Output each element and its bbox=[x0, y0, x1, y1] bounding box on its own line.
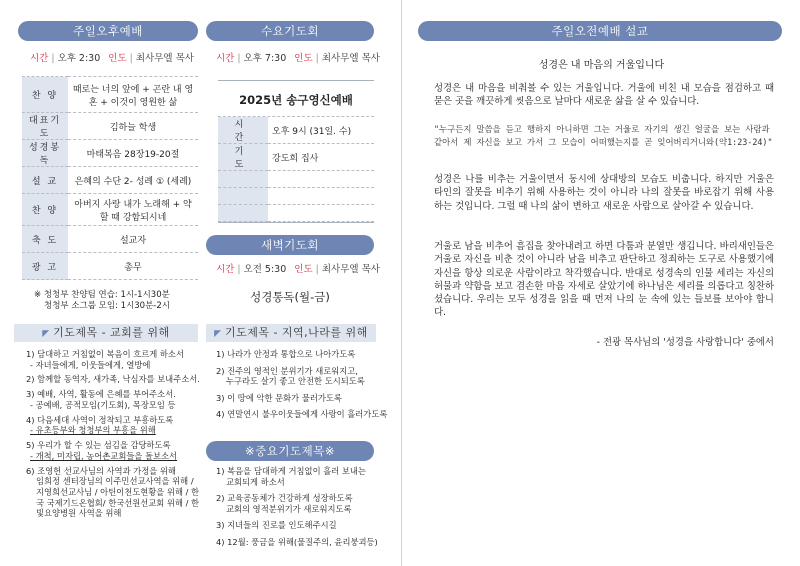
leader-label: 인도 bbox=[108, 53, 127, 64]
dawn-meta: 시간 | 오전 5:30 인도 | 최사무엘 목사 bbox=[216, 264, 380, 275]
item-main: 5) 우리가 할 수 있는 섬김을 감당하도록 bbox=[26, 440, 171, 451]
row-label: 찬 양 bbox=[22, 194, 68, 226]
list-item bbox=[26, 415, 202, 436]
prayer-church-header bbox=[14, 324, 198, 342]
sermon-quote: "누구든지 말씀을 듣고 행하지 아니하면 그는 거울로 자기의 생긴 얼굴을 보는 사람과 같아서 제 자신을 보고 가서 그 모습이 어떠했는지를 곧 잊어버리거니와(약1:23-24)" bbox=[434, 124, 773, 147]
row-value: 때로는 너의 앞에 + 곤란 내 영혼 + 이것이 영원한 삶 bbox=[68, 77, 198, 113]
time-value: 오후 7:30 bbox=[243, 53, 287, 64]
item-sub: - 개척, 미자립, 농어촌교회들을 돌보소서 bbox=[30, 450, 178, 461]
sunday-pm-header: 주일오후예배 bbox=[18, 21, 198, 41]
order-row bbox=[22, 253, 198, 280]
order-row bbox=[22, 77, 198, 113]
year-end-service-table bbox=[218, 117, 374, 222]
table-row bbox=[218, 117, 374, 144]
year-end-service-title: 2025년 송구영신예배 bbox=[218, 81, 374, 117]
right-page bbox=[401, 0, 800, 566]
list-item bbox=[216, 520, 394, 531]
sermon-title: 성경은 내 마음의 거울입니다 bbox=[538, 60, 665, 71]
important-prayer-list bbox=[216, 466, 394, 552]
row-label: 대표기도 bbox=[22, 113, 68, 140]
item-sub: 교회되게 하소서 bbox=[226, 476, 285, 487]
list-item bbox=[216, 349, 394, 360]
row-value bbox=[268, 171, 374, 188]
item-main: 2) 함께할 동역자, 새가족, 낙심자를 보내주소서. bbox=[26, 374, 200, 385]
time-value: 오후 2:30 bbox=[57, 53, 101, 64]
row-value: 마태복음 28장19-20절 bbox=[68, 140, 198, 167]
prayer-church-title: 기도제목 - 교회를 위해 bbox=[53, 326, 170, 339]
row-value bbox=[268, 205, 374, 222]
row-label: 시 간 bbox=[218, 117, 268, 144]
list-item bbox=[216, 466, 394, 487]
prayer-church-list bbox=[26, 349, 202, 523]
time-value: 오전 5:30 bbox=[243, 264, 287, 275]
sermon-paragraph-1: 성경은 내 마음을 비춰볼 수 있는 거울입니다. 거울에 비친 내 모습을 점검하고 때 묻은 곳을 깨끗하게 씻음으로 날마다 새로운 삶을 살 수 있습니다. bbox=[434, 83, 774, 108]
table-row bbox=[218, 205, 374, 222]
item-main: 3) 이 땅에 악한 문화가 물러가도록 bbox=[216, 392, 342, 403]
order-row bbox=[22, 226, 198, 253]
sunday-pm-meta: 시간 | 오후 2:30 인도 | 최사무엘 목사 bbox=[30, 53, 194, 64]
item-sub: - 유초등부와 청청부의 부흥을 위해 bbox=[30, 425, 156, 436]
wednesday-header: 수요기도회 bbox=[206, 21, 374, 41]
table-row bbox=[218, 171, 374, 188]
item-sub: 교회의 영적분위기가 새로워지도록 bbox=[226, 503, 352, 514]
item-main: 2) 진주의 영적인 분위기가 새로워지고, bbox=[216, 365, 358, 376]
list-item bbox=[26, 389, 202, 410]
item-sub: 임희정 센터장님의 이주민선교사역을 위해 / 지영희선교사님 / 아틴이천도현황을 위해 / 한국 국제기드온협회/ 한국선원선교회 위해 / 한빛요양병원 사역을 위해 bbox=[36, 476, 200, 519]
time-label: 시간 bbox=[30, 53, 49, 64]
item-main: 6) 조영헌 선교사님의 사역과 가정을 위해 bbox=[26, 465, 176, 476]
item-main: 1) 나라가 안정과 통합으로 나아가도록 bbox=[216, 349, 356, 359]
prayer-nation-list bbox=[216, 349, 394, 424]
row-label: 광 고 bbox=[22, 253, 68, 280]
prayer-nation-title: 기도제목 - 지역,나라를 위해 bbox=[224, 326, 368, 339]
row-label: 설 교 bbox=[22, 167, 68, 194]
sermon-paragraph-2: 성경은 나를 비추는 거울이면서 동시에 상대방의 모습도 비춥니다. 하지만 거울은 타인의 잘못을 비추기 위해 사용하는 것이 아니라 나의 잘못을 바로잡기 위해 사용하는 것입니다. 그럴 때 나의 삶이 변하고 새로운 사람으로 살아갈 수 있습니다. bbox=[434, 174, 774, 212]
row-value bbox=[268, 188, 374, 205]
list-item bbox=[216, 493, 394, 514]
row-label bbox=[218, 171, 268, 188]
note-line: ※ 청청부 찬양팀 연습: 1시-1시30분 bbox=[34, 290, 170, 300]
wednesday-meta: 시간 | 오후 7:30 인도 | 최사무엘 목사 bbox=[216, 53, 380, 64]
triangle-icon: ◤ bbox=[214, 329, 225, 339]
item-main: 2) 교육공동체가 건강하게 성장하도록 bbox=[216, 493, 353, 504]
table-row bbox=[218, 144, 374, 171]
triangle-icon: ◤ bbox=[42, 329, 54, 339]
order-row bbox=[22, 194, 198, 226]
row-label: 성경봉독 bbox=[22, 140, 68, 167]
sermon-header: 주일오전예배 설교 bbox=[418, 21, 782, 41]
row-label: 기 도 bbox=[218, 144, 268, 171]
order-row bbox=[22, 140, 198, 167]
time-label: 시간 bbox=[216, 53, 235, 64]
row-value: 강도희 집사 bbox=[268, 144, 374, 171]
sunday-pm-notes bbox=[34, 290, 170, 312]
row-value: 오후 9시 (31일. 수) bbox=[268, 117, 374, 144]
item-main: 3) 지녀들의 진로를 인도해주시길 bbox=[216, 520, 337, 531]
sermon-signature: - 전광 목사님의 '성경을 사랑합니다' 중에서 bbox=[596, 337, 774, 348]
leader-label: 인도 bbox=[294, 53, 313, 64]
dawn-body: 성경통독(월-금) bbox=[250, 290, 330, 304]
item-main: 3) 예배, 사역, 활동에 은혜를 부어주소서. bbox=[26, 389, 176, 400]
list-item bbox=[26, 440, 202, 461]
leader-value: 최사무엘 목사 bbox=[135, 53, 194, 64]
item-sub: - 자녀들에게, 이웃들에게, 열방에 bbox=[30, 359, 151, 370]
note-line: 청청부 소그룹 모임: 1시30분-2시 bbox=[44, 301, 170, 311]
list-item bbox=[216, 537, 394, 548]
row-value: 설교자 bbox=[68, 226, 198, 253]
item-sub: - 공예배, 공적모임(기도회), 목장모임 등 bbox=[30, 399, 176, 410]
list-item bbox=[26, 374, 202, 385]
leader-value: 최사무엘 목사 bbox=[321, 264, 380, 275]
row-label: 축 도 bbox=[22, 226, 68, 253]
list-item bbox=[26, 349, 202, 370]
list-item bbox=[26, 466, 202, 519]
item-main: 1) 복음을 담대하게 거침없이 흘러 보내는 bbox=[216, 466, 366, 476]
row-label bbox=[218, 188, 268, 205]
prayer-nation-header bbox=[206, 324, 376, 342]
row-value: 총무 bbox=[68, 253, 198, 280]
order-row bbox=[22, 113, 198, 140]
item-main: 4) 다음세대 사역이 정착되고 부흥하도록 bbox=[26, 414, 174, 425]
row-label: 찬 양 bbox=[22, 77, 68, 113]
leader-label: 인도 bbox=[294, 264, 313, 275]
item-sub: 누구라도 살기 좋고 안전한 도시되도록 bbox=[226, 376, 365, 387]
item-main: 4) 12월: 풍금을 위해(물질주의, 윤리붕괴등) bbox=[216, 536, 378, 547]
year-end-service-box bbox=[218, 80, 374, 223]
row-value: 은혜의 수단 2- 성례 ① (세례) bbox=[68, 167, 198, 194]
row-label bbox=[218, 205, 268, 222]
list-item bbox=[216, 393, 394, 404]
table-row bbox=[218, 188, 374, 205]
sermon-paragraph-3: 거울로 남을 비추어 흠집을 찾아내려고 하면 다툼과 분열만 생깁니다. 바리새인들은 거울로 자신을 비춘 것이 아니라 남을 비추고 판단하고 정죄하는 도구로 사용했기에 자신을 항상 의로운 사람이라고 착각했습니다. 반대로 성경속의 인물 세리는 자신의 허물과 약함을 보고 겸손한 마음 자세로 살았기에 하나님은 세리를 의롭다고 칭찬하셨습니다. 우리는 모두 성경을 읽을 때 먼저 나의 눈 속에 있는 들보를 보아야 합니다. bbox=[434, 241, 774, 319]
item-main: 1) 담대하고 거침없이 복음이 흐르게 하소서 bbox=[26, 349, 184, 359]
time-label: 시간 bbox=[216, 264, 235, 275]
row-value: 김하늘 학생 bbox=[68, 113, 198, 140]
row-value: 아버지 사랑 내가 노래해 + 약할 때 강함되시네 bbox=[68, 194, 198, 226]
list-item bbox=[216, 409, 394, 420]
dawn-header: 새벽기도회 bbox=[206, 235, 374, 255]
important-prayer-header: ※중요기도제목※ bbox=[206, 441, 374, 461]
list-item bbox=[216, 366, 394, 387]
sunday-pm-order bbox=[22, 76, 198, 280]
leader-value: 최사무엘 목사 bbox=[321, 53, 380, 64]
item-main: 4) 연말연시 불우이웃들에게 사랑이 흘러가도록 bbox=[216, 409, 388, 420]
order-row bbox=[22, 167, 198, 194]
